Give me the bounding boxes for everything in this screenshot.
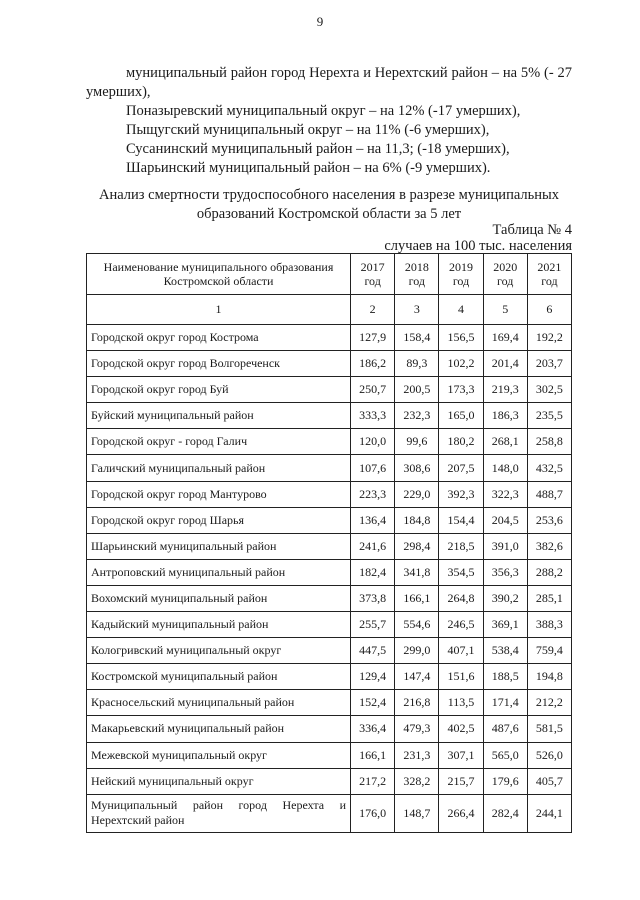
row-value: 255,7 [351, 612, 395, 638]
row-value: 253,6 [527, 507, 571, 533]
row-value: 215,7 [439, 768, 483, 794]
row-value: 180,2 [439, 429, 483, 455]
row-value: 322,3 [483, 481, 527, 507]
header-year: 2017 год [351, 254, 395, 295]
row-value: 285,1 [527, 585, 571, 611]
row-value: 200,5 [395, 377, 439, 403]
column-number-row [87, 295, 572, 325]
row-value: 99,6 [395, 429, 439, 455]
row-value: 235,5 [527, 403, 571, 429]
row-value: 156,5 [439, 325, 483, 351]
row-value: 216,8 [395, 690, 439, 716]
row-value: 298,4 [395, 533, 439, 559]
row-value: 158,4 [395, 325, 439, 351]
row-value: 268,1 [483, 429, 527, 455]
row-value: 148,7 [395, 794, 439, 832]
row-value: 147,4 [395, 664, 439, 690]
table-row [87, 325, 572, 351]
row-value: 333,3 [351, 403, 395, 429]
row-value: 264,8 [439, 585, 483, 611]
row-value: 302,5 [527, 377, 571, 403]
row-name: Городской округ - город Галич [87, 429, 351, 455]
row-value: 487,6 [483, 716, 527, 742]
row-value: 184,8 [395, 507, 439, 533]
row-name: Буйский муниципальный район [87, 403, 351, 429]
row-value: 212,2 [527, 690, 571, 716]
table-row [87, 664, 572, 690]
row-value: 166,1 [351, 742, 395, 768]
row-value: 231,3 [395, 742, 439, 768]
table-row [87, 794, 572, 832]
row-value: 120,0 [351, 429, 395, 455]
row-value: 203,7 [527, 351, 571, 377]
row-value: 391,0 [483, 533, 527, 559]
mortality-table [86, 253, 572, 833]
column-number: 3 [395, 295, 439, 325]
table-row [87, 559, 572, 585]
row-value: 390,2 [483, 585, 527, 611]
row-value: 223,3 [351, 481, 395, 507]
row-value: 186,2 [351, 351, 395, 377]
row-value: 127,9 [351, 325, 395, 351]
row-value: 432,5 [527, 455, 571, 481]
intro-line: Поназыревский муниципальный округ – на 12% (-17 умерших), [126, 103, 521, 119]
row-name: Городской округ город Шарья [87, 507, 351, 533]
row-value: 204,5 [483, 507, 527, 533]
row-value: 402,5 [439, 716, 483, 742]
row-value: 179,6 [483, 768, 527, 794]
intro-line: Сусанинский муниципальный район – на 11,3; (-18 умерших), [126, 141, 510, 157]
column-number: 2 [351, 295, 395, 325]
table-row [87, 351, 572, 377]
row-value: 188,5 [483, 664, 527, 690]
column-number: 1 [87, 295, 351, 325]
row-name: Межевской муниципальный округ [87, 742, 351, 768]
row-value: 258,8 [527, 429, 571, 455]
row-value: 194,8 [527, 664, 571, 690]
row-value: 392,3 [439, 481, 483, 507]
row-value: 526,0 [527, 742, 571, 768]
row-value: 219,3 [483, 377, 527, 403]
header-year: 2018 год [395, 254, 439, 295]
row-value: 244,1 [527, 794, 571, 832]
row-value: 308,6 [395, 455, 439, 481]
header-year: 2021 год [527, 254, 571, 295]
row-name: Городской округ город Кострома [87, 325, 351, 351]
row-value: 405,7 [527, 768, 571, 794]
row-value: 102,2 [439, 351, 483, 377]
row-value: 192,2 [527, 325, 571, 351]
row-value: 148,0 [483, 455, 527, 481]
table-row [87, 716, 572, 742]
table-caption: Таблица № 4 [492, 222, 572, 238]
row-value: 382,6 [527, 533, 571, 559]
column-number: 5 [483, 295, 527, 325]
row-value: 288,2 [527, 559, 571, 585]
row-value: 176,0 [351, 794, 395, 832]
intro-line: Пыщугский муниципальный округ – на 11% (-6 умерших), [126, 122, 490, 138]
row-value: 232,3 [395, 403, 439, 429]
row-value: 354,5 [439, 559, 483, 585]
row-name: Нейский муниципальный округ [87, 768, 351, 794]
row-value: 407,1 [439, 638, 483, 664]
row-value: 89,3 [395, 351, 439, 377]
table-row [87, 690, 572, 716]
row-value: 201,4 [483, 351, 527, 377]
row-value: 388,3 [527, 612, 571, 638]
row-value: 373,8 [351, 585, 395, 611]
row-value: 565,0 [483, 742, 527, 768]
row-value: 307,1 [439, 742, 483, 768]
table-row [87, 612, 572, 638]
row-value: 581,5 [527, 716, 571, 742]
row-value: 171,4 [483, 690, 527, 716]
row-name: Антроповский муниципальный район [87, 559, 351, 585]
row-name: Кологривский муниципальный округ [87, 638, 351, 664]
row-name: Вохомский муниципальный район [87, 585, 351, 611]
row-value: 336,4 [351, 716, 395, 742]
table-row [87, 638, 572, 664]
page-number: 9 [316, 14, 324, 29]
table-row [87, 429, 572, 455]
row-value: 266,4 [439, 794, 483, 832]
row-value: 151,6 [439, 664, 483, 690]
row-value: 554,6 [395, 612, 439, 638]
row-value: 152,4 [351, 690, 395, 716]
row-value: 369,1 [483, 612, 527, 638]
row-value: 217,2 [351, 768, 395, 794]
row-value: 107,6 [351, 455, 395, 481]
row-name: Городской округ город Буй [87, 377, 351, 403]
header-name: Наименование муниципального образования Костромской области [87, 254, 351, 295]
row-value: 173,3 [439, 377, 483, 403]
row-name: Городской округ город Мантурово [87, 481, 351, 507]
row-value: 229,0 [395, 481, 439, 507]
row-value: 328,2 [395, 768, 439, 794]
table-row [87, 768, 572, 794]
row-name: Красносельский муниципальный район [87, 690, 351, 716]
row-value: 169,4 [483, 325, 527, 351]
table-row [87, 403, 572, 429]
row-name: Макарьевский муниципальный район [87, 716, 351, 742]
row-value: 129,4 [351, 664, 395, 690]
table-row [87, 742, 572, 768]
column-number: 6 [527, 295, 571, 325]
row-value: 356,3 [483, 559, 527, 585]
row-value: 186,3 [483, 403, 527, 429]
header-year: 2020 год [483, 254, 527, 295]
row-value: 246,5 [439, 612, 483, 638]
table-row [87, 481, 572, 507]
intro-line: муниципальный район город Нерехта и Нерехтский район – на 5% (- 27 умерших), [86, 65, 572, 100]
header-year: 2019 год [439, 254, 483, 295]
row-value: 299,0 [395, 638, 439, 664]
row-value: 759,4 [527, 638, 571, 664]
table-row [87, 507, 572, 533]
row-value: 113,5 [439, 690, 483, 716]
intro-text [86, 64, 572, 178]
row-value: 341,8 [395, 559, 439, 585]
row-name: Муниципальный район город Нерехта и Нерехтский район [87, 794, 351, 832]
row-value: 250,7 [351, 377, 395, 403]
row-value: 166,1 [395, 585, 439, 611]
row-value: 182,4 [351, 559, 395, 585]
intro-line: Шарьинский муниципальный район – на 6% (-9 умерших). [126, 160, 491, 176]
row-value: 218,5 [439, 533, 483, 559]
row-value: 241,6 [351, 533, 395, 559]
row-name: Городской округ город Волгореченск [87, 351, 351, 377]
table-heading: Анализ смертности трудоспособного населения в разрезе муниципальных образований Костромской области за 5 лет [98, 187, 559, 222]
row-name: Шарьинский муниципальный район [87, 533, 351, 559]
row-value: 488,7 [527, 481, 571, 507]
table-header-row [87, 254, 572, 295]
table-row [87, 533, 572, 559]
table-row [87, 585, 572, 611]
column-number: 4 [439, 295, 483, 325]
row-value: 207,5 [439, 455, 483, 481]
table-row [87, 455, 572, 481]
table-row [87, 377, 572, 403]
unit-caption: случаев на 100 тыс. населения [384, 238, 572, 254]
row-name: Галичский муниципальный район [87, 455, 351, 481]
row-name: Кадыйский муниципальный район [87, 612, 351, 638]
row-value: 136,4 [351, 507, 395, 533]
row-value: 479,3 [395, 716, 439, 742]
row-value: 538,4 [483, 638, 527, 664]
row-value: 154,4 [439, 507, 483, 533]
row-value: 447,5 [351, 638, 395, 664]
row-name: Костромской муниципальный район [87, 664, 351, 690]
row-value: 165,0 [439, 403, 483, 429]
row-value: 282,4 [483, 794, 527, 832]
